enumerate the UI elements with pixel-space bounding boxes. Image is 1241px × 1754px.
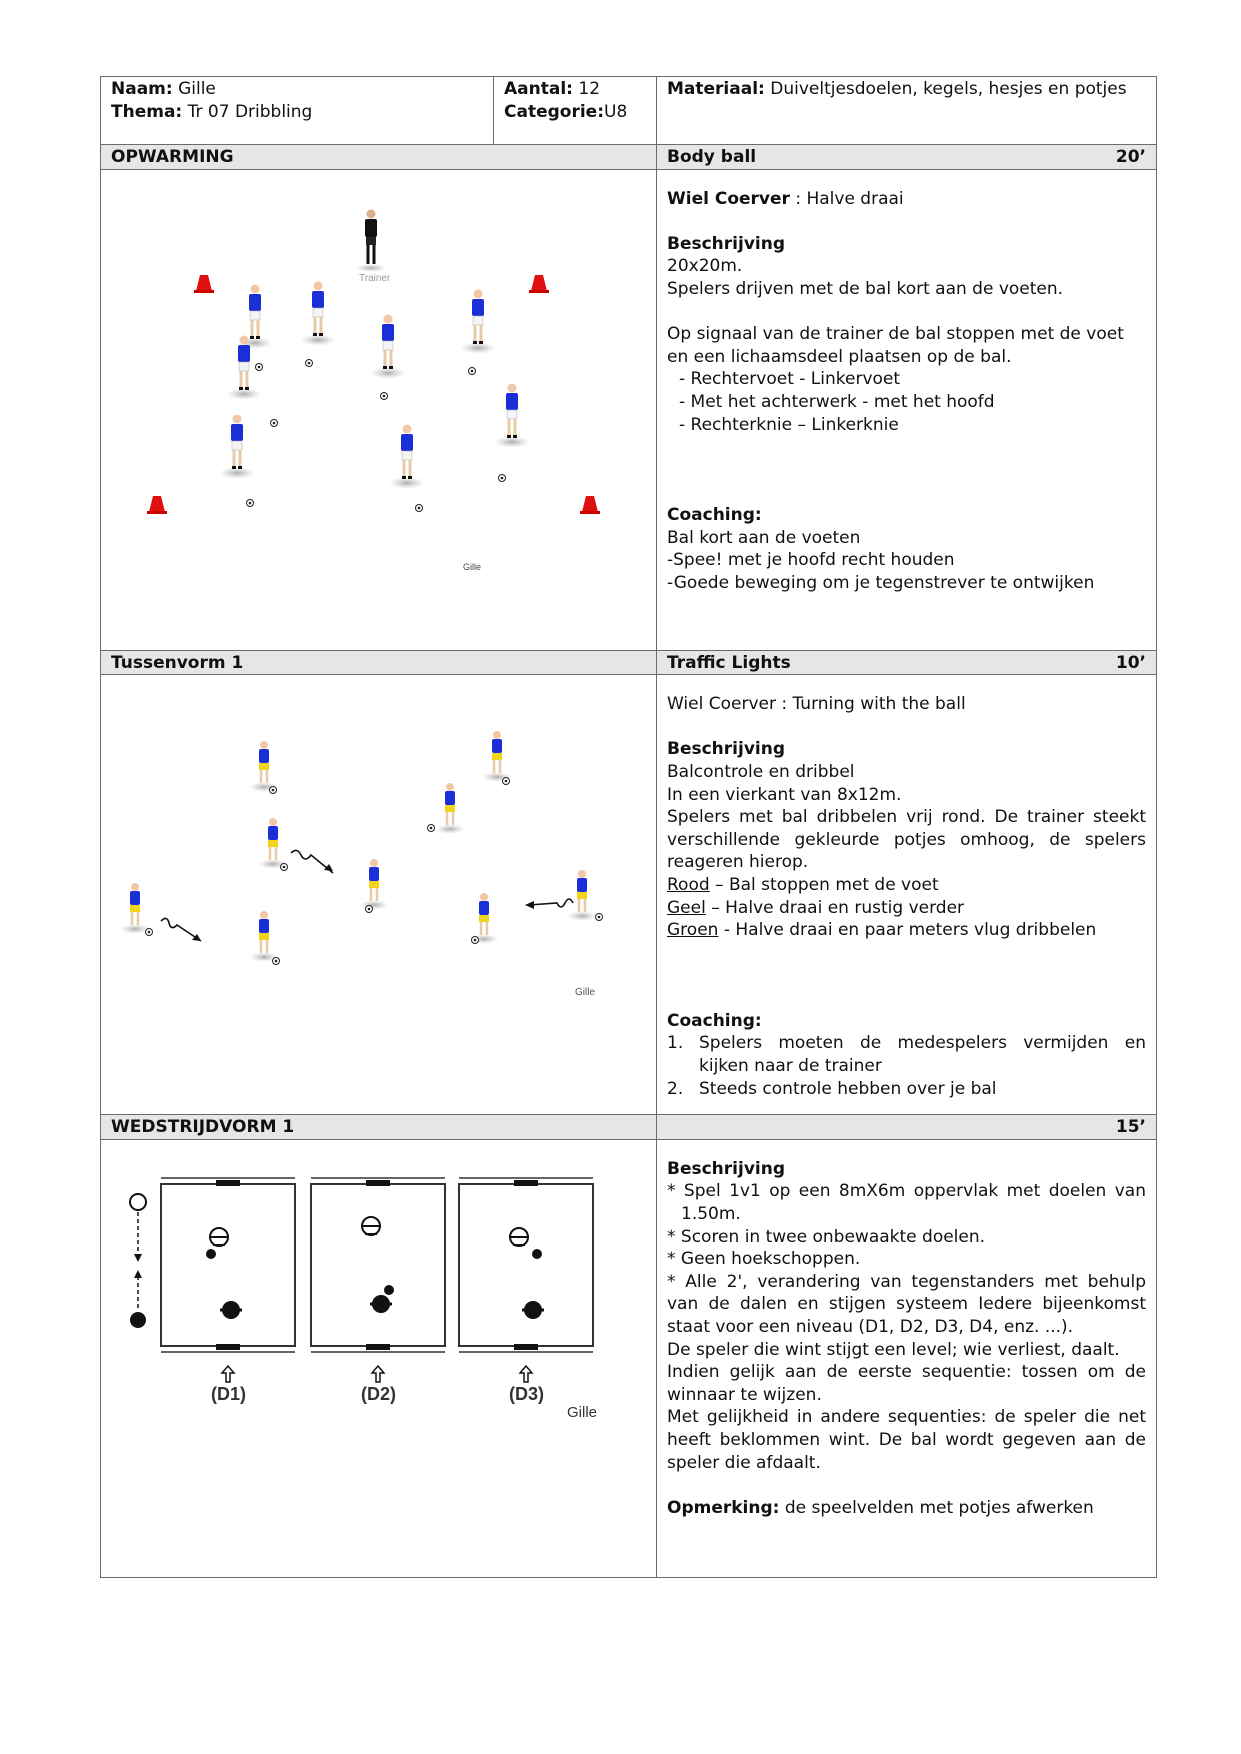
color-rule bbox=[667, 874, 1146, 897]
section-header-tussenvorm bbox=[101, 650, 1157, 675]
desc-paragraph: Indien gelijk aan de eerste sequentie: tossen om de winnaar te wijzen. bbox=[667, 1362, 1146, 1405]
level-label: (D1) bbox=[211, 1383, 246, 1404]
naam-label: Naam: bbox=[111, 79, 173, 99]
text-tussenvorm bbox=[657, 675, 1157, 1115]
desc-paragraph: Op signaal van de trainer de bal stoppen met de voet en een lichaamsdeel plaatsen op de bal. bbox=[667, 324, 1124, 367]
cone-icon bbox=[147, 496, 167, 514]
ball-icon bbox=[428, 825, 435, 832]
drill-diagram-1 bbox=[101, 170, 656, 650]
coaching-list bbox=[667, 1032, 1146, 1100]
player-icon bbox=[359, 859, 389, 910]
coaching-label: Coaching: bbox=[667, 1010, 762, 1031]
beschrijving-label: Beschrijving bbox=[667, 1158, 786, 1179]
drawing-opwarming bbox=[101, 169, 657, 650]
ball-icon bbox=[247, 499, 254, 506]
coaching-label: Coaching: bbox=[667, 505, 762, 526]
coaching-line: -Goede beweging om je tegenstrever te ontwijken bbox=[667, 572, 1095, 593]
section-body-opwarming bbox=[101, 169, 1157, 650]
up-arrow-icon bbox=[372, 1366, 384, 1382]
section-title-right bbox=[657, 1115, 1157, 1140]
color-rule bbox=[667, 919, 1146, 942]
wiel-label: Wiel Coerver bbox=[667, 188, 790, 209]
desc-paragraph: Spelers met bal dribbelen vrij rond. De trainer steekt verschillende gekleurde potjes omhoog, de spelers reageren hierop. bbox=[667, 807, 1146, 873]
ball-icon bbox=[271, 419, 278, 426]
aantal-value: 12 bbox=[578, 79, 601, 99]
section-header-opwarming bbox=[101, 145, 1157, 170]
desc-paragraph: Met gelijkheid in andere sequenties: de speler die net heeft beklommen wint. De bal wordt gegeven aan de speler die afdaalt. bbox=[667, 1407, 1146, 1473]
player-icon bbox=[249, 911, 279, 962]
trainer-label: Trainer bbox=[359, 272, 391, 284]
aantal-categorie-cell bbox=[494, 77, 657, 145]
color-text: – Halve draai en rustig verder bbox=[705, 897, 965, 918]
field-icon bbox=[161, 1178, 295, 1352]
section-title: Traffic Lights bbox=[667, 652, 791, 673]
cone-icon bbox=[580, 496, 600, 514]
bullet-item: * Spel 1v1 op een 8mX6m oppervlak met doelen van 1.50m. bbox=[667, 1181, 1146, 1224]
cone-icon bbox=[194, 275, 214, 293]
coaching-line: -Spee! met je hoofd recht houden bbox=[667, 550, 955, 571]
player-icon bbox=[435, 783, 465, 834]
desc-paragraph: De speler die wint stijgt een level; wie verliest, daalt. bbox=[667, 1339, 1120, 1360]
level-label: (D2) bbox=[361, 1383, 396, 1404]
player-icon bbox=[460, 289, 496, 354]
section-body-tussenvorm bbox=[101, 675, 1157, 1115]
dribble-arrow-icon bbox=[525, 899, 573, 909]
color-text: - Halve draai en paar meters vlug dribbelen bbox=[718, 920, 1097, 941]
field-icon bbox=[311, 1178, 445, 1352]
player-icon bbox=[567, 870, 597, 921]
ball-icon bbox=[270, 787, 277, 794]
section-title-right bbox=[657, 650, 1157, 675]
ball-icon bbox=[596, 914, 603, 921]
categorie-label: Categorie: bbox=[504, 101, 604, 122]
up-arrow-icon bbox=[520, 1366, 532, 1382]
author-watermark: Gille bbox=[463, 561, 482, 572]
desc-line: Balcontrole en dribbel bbox=[667, 761, 855, 782]
author-watermark: Gille bbox=[567, 1403, 598, 1421]
level-label: (D3) bbox=[509, 1383, 544, 1404]
dribble-arrow-icon bbox=[291, 851, 333, 874]
text-wedstrijdvorm bbox=[657, 1139, 1157, 1577]
attacker-icon bbox=[370, 1295, 392, 1313]
thema-value: Tr 07 Dribbling bbox=[187, 101, 313, 122]
desc-item: - Rechtervoet - Linkervoet bbox=[679, 369, 901, 390]
section-body-wedstrijdvorm bbox=[101, 1139, 1157, 1577]
player-icon bbox=[219, 414, 255, 479]
player-icon bbox=[494, 383, 530, 448]
color-name: Groen bbox=[667, 920, 719, 941]
up-arrow-icon bbox=[222, 1366, 234, 1382]
desc-line: In een vierkant van 8x12m. bbox=[667, 784, 902, 805]
color-rule bbox=[667, 897, 1146, 920]
ball-icon bbox=[381, 392, 388, 399]
ball-icon bbox=[472, 937, 479, 944]
attacker-icon bbox=[522, 1301, 544, 1319]
desc-line: 20x20m. bbox=[667, 256, 743, 277]
desc-item: - Rechterknie – Linkerknie bbox=[679, 414, 899, 435]
defender-icon bbox=[509, 1228, 529, 1246]
section-duration: 20’ bbox=[1115, 147, 1146, 167]
defender-icon bbox=[209, 1228, 229, 1246]
thema-label: Thema: bbox=[111, 101, 183, 122]
section-duration: 15’ bbox=[1115, 1117, 1146, 1138]
dribble-arrow-icon bbox=[161, 919, 201, 942]
author-watermark: Gille bbox=[575, 987, 596, 999]
ball-icon bbox=[384, 1285, 394, 1295]
color-name: Geel bbox=[667, 897, 706, 918]
desc-line: Spelers drijven met de bal kort aan de voeten. bbox=[667, 278, 1064, 299]
trainer-figure bbox=[355, 209, 387, 272]
bullet-item: * Scoren in twee onbewaakte doelen. bbox=[667, 1226, 986, 1247]
drill-diagram-2 bbox=[101, 675, 656, 1114]
ball-icon bbox=[256, 363, 263, 370]
player-icon bbox=[249, 741, 279, 792]
ball-icon bbox=[416, 504, 423, 511]
bullet-item: * Alle 2', verandering van tegenstanders met behulp van de dalen en stijgen systeem Iedere bijeenkomst staat voor een niveau (D1, D2, D3, D4, enz. ...). bbox=[667, 1271, 1146, 1337]
section-title: Body ball bbox=[667, 147, 757, 167]
materiaal-cell bbox=[657, 77, 1157, 145]
color-text: – Bal stoppen met de voet bbox=[709, 874, 939, 895]
opmerking-label: Opmerking: bbox=[667, 1497, 780, 1518]
section-title-right bbox=[657, 145, 1157, 170]
wiel-value: : Halve draai bbox=[789, 188, 904, 209]
cone-icon bbox=[529, 275, 549, 293]
drill-diagram-3 bbox=[101, 1140, 656, 1577]
ball-icon bbox=[532, 1249, 542, 1259]
ball-icon bbox=[366, 906, 373, 913]
ball-icon bbox=[503, 778, 510, 785]
section-title-left: Tussenvorm 1 bbox=[101, 650, 657, 675]
section-duration: 10’ bbox=[1115, 652, 1146, 673]
drawing-wedstrijdvorm bbox=[101, 1139, 657, 1577]
naam-thema-cell bbox=[101, 77, 494, 145]
ball-icon bbox=[273, 958, 280, 965]
ball-icon bbox=[206, 1249, 216, 1259]
ball-icon bbox=[469, 367, 476, 374]
section-header-wedstrijdvorm bbox=[101, 1115, 1157, 1140]
player-icon bbox=[120, 883, 150, 934]
aantal-label: Aantal: bbox=[504, 79, 573, 99]
drawing-tussenvorm bbox=[101, 675, 657, 1115]
desc-item: - Met het achterwerk - met het hoofd bbox=[679, 391, 995, 412]
ball-icon bbox=[306, 359, 313, 366]
ball-icon bbox=[146, 929, 153, 936]
attacker-icon bbox=[220, 1301, 242, 1319]
player-icon bbox=[300, 281, 336, 346]
coaching-line: Bal kort aan de voeten bbox=[667, 527, 861, 548]
categorie-value: U8 bbox=[604, 101, 628, 122]
materiaal-value: Duiveltjesdoelen, kegels, hesjes en potjes bbox=[770, 79, 1127, 99]
player-icon bbox=[258, 818, 288, 869]
field-icon bbox=[459, 1178, 593, 1352]
section-title-left: OPWARMING bbox=[101, 145, 657, 170]
player-icon bbox=[370, 314, 406, 379]
wiel-line: Wiel Coerver : Turning with the ball bbox=[667, 694, 966, 715]
list-item: 1. Spelers moeten de medespelers vermijden en kijken naar de trainer bbox=[667, 1033, 1146, 1076]
naam-value: Gille bbox=[178, 79, 216, 99]
rotation-player-icon bbox=[130, 1194, 146, 1210]
player-icon bbox=[389, 424, 425, 489]
materiaal-label: Materiaal: bbox=[667, 79, 765, 99]
training-table bbox=[100, 76, 1157, 1578]
beschrijving-label: Beschrijving bbox=[667, 739, 786, 760]
training-sheet bbox=[100, 76, 1156, 1578]
list-item: 2. Steeds controle hebben over je bal bbox=[667, 1078, 997, 1099]
rotation-player-icon bbox=[130, 1312, 146, 1328]
ball-icon bbox=[499, 474, 506, 481]
player-icon bbox=[482, 731, 512, 782]
ball-icon bbox=[281, 864, 288, 871]
info-row bbox=[101, 77, 1157, 145]
color-name: Rood bbox=[667, 874, 710, 895]
opmerking-value: de speelvelden met potjes afwerken bbox=[779, 1497, 1094, 1518]
text-opwarming bbox=[657, 169, 1157, 650]
defender-icon bbox=[361, 1217, 381, 1235]
bullet-item: * Geen hoekschoppen. bbox=[667, 1249, 861, 1270]
section-title-left: WEDSTRIJDVORM 1 bbox=[101, 1115, 657, 1140]
beschrijving-label: Beschrijving bbox=[667, 233, 786, 254]
